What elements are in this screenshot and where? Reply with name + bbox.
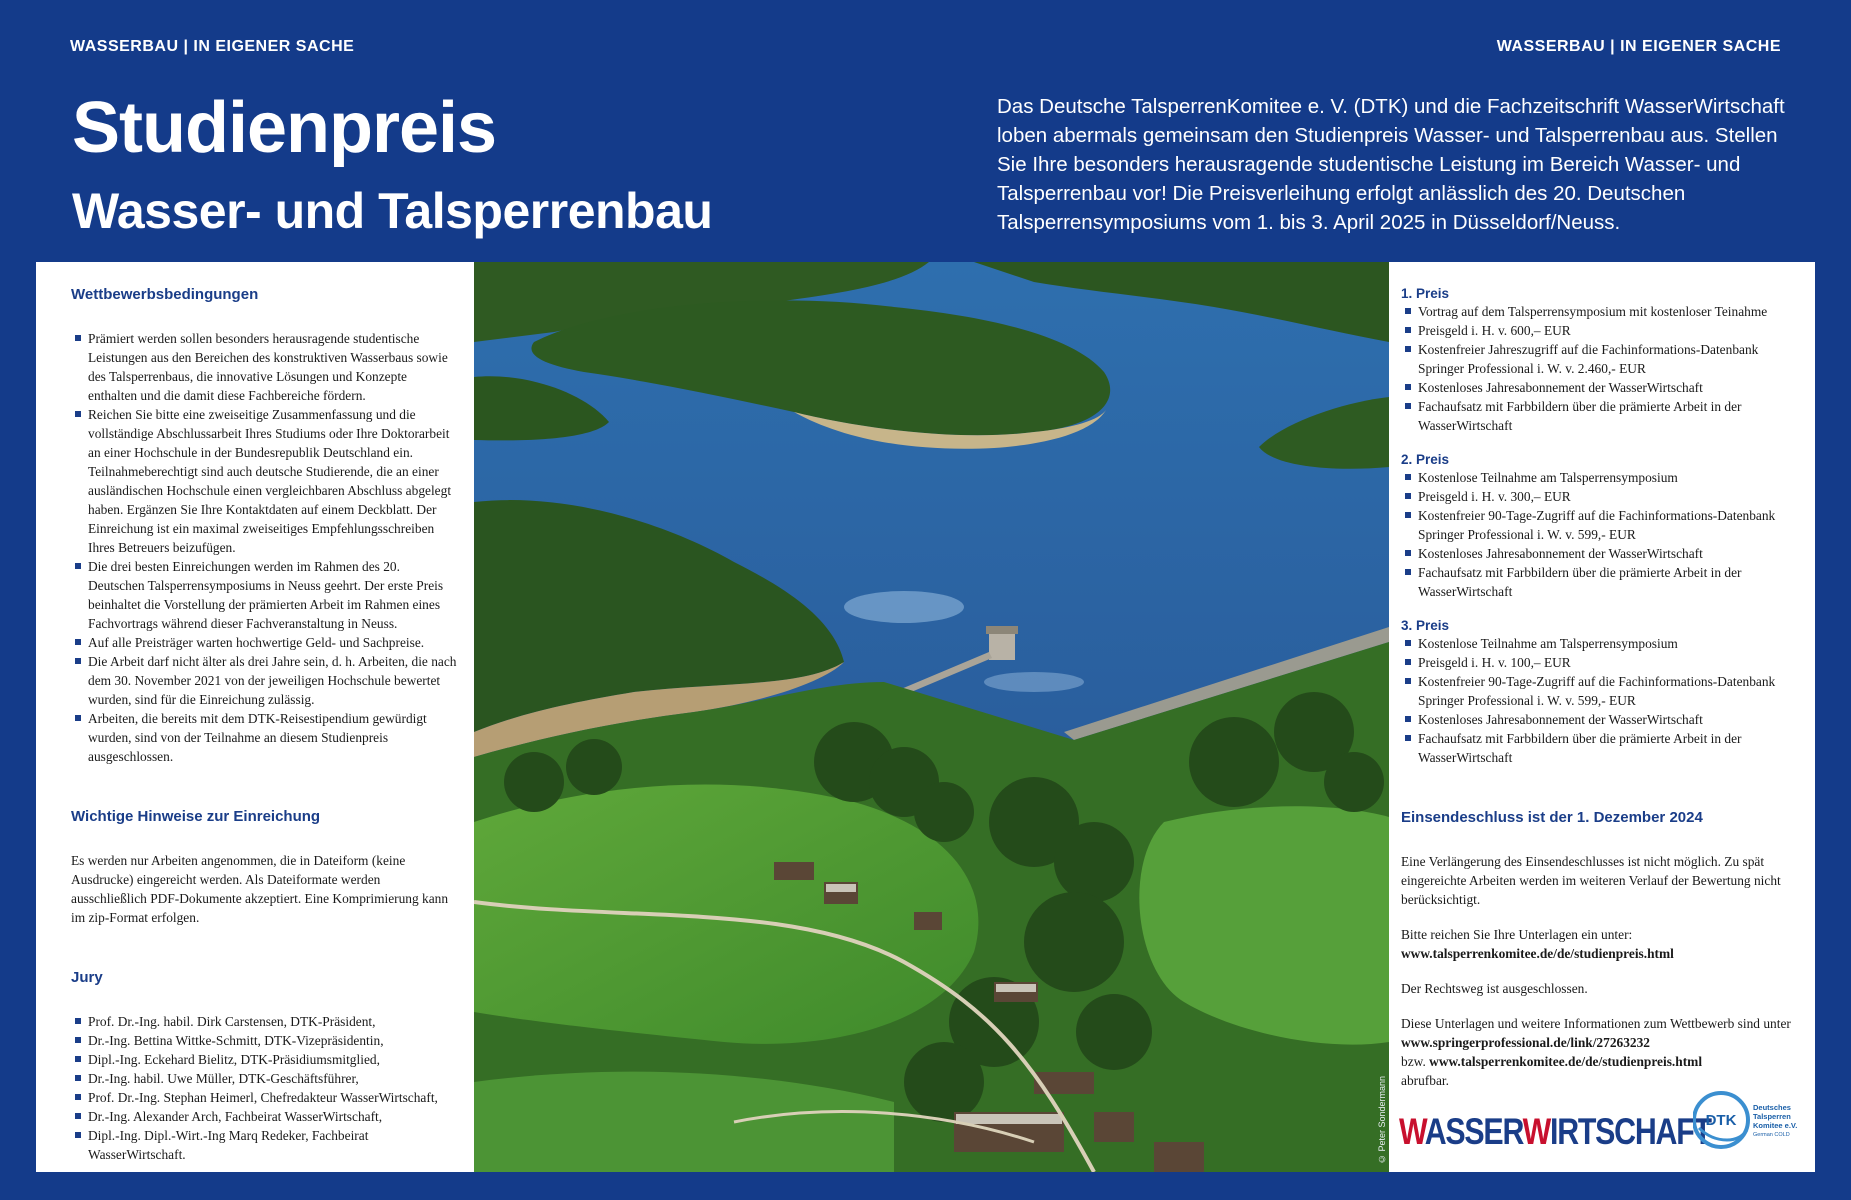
prize-1-heading: 1. Preis bbox=[1401, 286, 1450, 301]
dtk-logo bbox=[1693, 1088, 1805, 1152]
prize-3-list bbox=[1401, 634, 1799, 767]
list-item: Fachaufsatz mit Farbbildern über die prämierte Arbeit in der WasserWirtschaft bbox=[1401, 397, 1799, 435]
list-item: Dr.-Ing. Alexander Arch, Fachbeirat WasserWirtschaft, bbox=[71, 1107, 458, 1126]
list-item: Die drei besten Einreichungen werden im Rahmen des 20. Deutschen Talsperrensymposiums in Neuss geehrt. Der erste Preis beinhaltet die Vorstellung der prämierten Arbeit im Rahmen eines Fachvortrags während dieser Fachveranstaltung in Neuss. bbox=[71, 557, 458, 633]
legal-note: Der Rechtsweg ist ausgeschlossen. bbox=[1401, 981, 1588, 996]
list-item: Kostenfreier 90-Tage-Zugriff auf die Fachinformations-Datenbank Springer Professional i. W. v. 599,- EUR bbox=[1401, 672, 1799, 710]
list-item: Fachaufsatz mit Farbbildern über die prämierte Arbeit in der WasserWirtschaft bbox=[1401, 729, 1799, 767]
list-item: Kostenloses Jahresabonnement der WasserWirtschaft bbox=[1401, 378, 1799, 397]
springer-link[interactable]: www.springerprofessional.de/link/27263232 bbox=[1401, 1035, 1650, 1050]
section-kicker-right: WASSERBAU | IN EIGENER SACHE bbox=[1496, 38, 1781, 55]
info-suffix: abrufbar. bbox=[1401, 1073, 1449, 1088]
intro-text: Das Deutsche TalsperrenKomitee e. V. (DTK) und die Fachzeitschrift WasserWirtschaft loben abermals gemeinsam den Studienpreis Wasser- und Talsperrenbau aus. Stellen Sie Ihre besonders herausragende studentische Leistung im Bereich Wasser- und Talsperrenbau vor! Die Preisverleihung erfolgt anlässlich des 20. Deutschen Talsperrensymposiums vom 1. bis 3. April 2025 in Düsseldorf/Neuss. bbox=[997, 95, 1785, 234]
dtk-line-3: Komitee e.V. bbox=[1753, 1121, 1798, 1130]
list-item: Kostenlose Teilnahme am Talsperrensymposium bbox=[1401, 634, 1799, 653]
wasserwirtschaft-logo: WASSERWIRTSCHAFT bbox=[1399, 1111, 1711, 1152]
info-prefix: Diese Unterlagen und weitere Informationen zum Wettbewerb sind unter bbox=[1401, 1016, 1791, 1031]
list-item: Prämiert werden sollen besonders herausragende studentische Leistungen aus den Bereichen des konstruktiven Wasserbaus sowie des Talsperrenbaus, die innovative Lösungen und Konzepte enthalten und die damit diese Fachbereiche fördern. bbox=[71, 329, 458, 405]
list-item: Preisgeld i. H. v. 100,– EUR bbox=[1401, 653, 1799, 672]
list-item: Auf alle Preisträger warten hochwertige Geld- und Sachpreise. bbox=[71, 633, 458, 652]
deadline-heading: Einsendeschluss ist der 1. Dezember 2024 bbox=[1401, 809, 1703, 826]
list-item: Reichen Sie bitte eine zweiseitige Zusammenfassung und die vollständige Abschlussarbeit Ihres Studiums oder Ihre Doktorarbeit an einer Hochschule in der Bundesrepublik Deutschland ein. Teilnahmeberechtigt sind auch deutsche Studierende, die an einer ausländischen Hochschule einen vergleichbaren Abschluss abgelegt haben. Ergänzen Sie Ihre Kontaktdaten auf einem Deckblatt. Der Einreichung ist ein maximal zweiseitiges Empfehlungsschreiben Ihres Betreuers beizufügen. bbox=[71, 405, 458, 557]
prize-3-heading: 3. Preis bbox=[1401, 618, 1450, 633]
list-item: Preisgeld i. H. v. 300,– EUR bbox=[1401, 487, 1799, 506]
list-item: Prof. Dr.-Ing. Stephan Heimerl, Chefredakteur WasserWirtschaft, bbox=[71, 1088, 458, 1107]
reservoir-illustration bbox=[474, 262, 1389, 1172]
photo-credit: © Peter Sondermann bbox=[1377, 1075, 1387, 1164]
conditions-list bbox=[71, 329, 458, 766]
info-text bbox=[1401, 1014, 1799, 1090]
dtk-line-4: German COLD bbox=[1753, 1132, 1790, 1138]
prize-1-list bbox=[1401, 302, 1799, 435]
list-item: Arbeiten, die bereits mit dem DTK-Reisestipendium gewürdigt wurden, sind von der Teilnahme an diesem Studienpreis ausgeschlossen. bbox=[71, 709, 458, 766]
list-item: Kostenfreier 90-Tage-Zugriff auf die Fachinformations-Datenbank Springer Professional i. W. v. 599,- EUR bbox=[1401, 506, 1799, 544]
notes-heading: Wichtige Hinweise zur Einreichung bbox=[71, 808, 321, 825]
dtk-abbrev: DTK bbox=[1705, 1112, 1737, 1129]
list-item: Kostenloses Jahresabonnement der WasserWirtschaft bbox=[1401, 710, 1799, 729]
list-item: Die Arbeit darf nicht älter als drei Jahre sein, d. h. Arbeiten, die nach dem 30. November 2021 von der jeweiligen Hochschule bewertet wurden, sind für die Einreichung zulässig. bbox=[71, 652, 458, 709]
list-item: Dipl.-Ing. Eckehard Bielitz, DTK-Präsidiumsmitglied, bbox=[71, 1050, 458, 1069]
list-item: Preisgeld i. H. v. 600,– EUR bbox=[1401, 321, 1799, 340]
conditions-heading: Wettbewerbsbedingungen bbox=[71, 286, 259, 303]
dtk-line-2: Talsperren bbox=[1753, 1112, 1791, 1121]
prize-2-heading: 2. Preis bbox=[1401, 452, 1450, 467]
list-item: Fachaufsatz mit Farbbildern über die prämierte Arbeit in der WasserWirtschaft bbox=[1401, 563, 1799, 601]
list-item: Kostenlose Teilnahme am Talsperrensymposium bbox=[1401, 468, 1799, 487]
jury-heading: Jury bbox=[71, 969, 103, 986]
list-item: Dipl.-Ing. Dipl.-Wirt.-Ing Marq Redeker, Fachbeirat WasserWirtschaft. bbox=[71, 1126, 458, 1164]
dtk-line-1: Deutsches bbox=[1753, 1103, 1791, 1112]
deadline-text: Eine Verlängerung des Einsendeschlusses ist nicht möglich. Zu spät eingereichte Arbeiten werden im weiteren Verlauf der Bewertung nicht berücksichtigt. bbox=[1401, 854, 1781, 907]
page-title: Studienpreis bbox=[72, 88, 497, 168]
right-panel bbox=[1389, 262, 1815, 1172]
list-item: Vortrag auf dem Talsperrensymposium mit kostenloser Teinahme bbox=[1401, 302, 1799, 321]
list-item: Dr.-Ing. Bettina Wittke-Schmitt, DTK-Vizepräsidentin, bbox=[71, 1031, 458, 1050]
submit-link[interactable]: www.talsperrenkomitee.de/de/studienpreis.html bbox=[1401, 946, 1674, 961]
section-kicker-left: WASSERBAU | IN EIGENER SACHE bbox=[70, 38, 355, 55]
list-item: Kostenloses Jahresabonnement der WasserWirtschaft bbox=[1401, 544, 1799, 563]
logo-row bbox=[1399, 1088, 1805, 1152]
dtk-link[interactable]: www.talsperrenkomitee.de/de/studienpreis.html bbox=[1429, 1054, 1703, 1069]
list-item: Kostenfreier Jahreszugriff auf die Fachinformations-Datenbank Springer Professional i. W. v. 2.460,- EUR bbox=[1401, 340, 1799, 378]
page-subtitle: Wasser- und Talsperrenbau bbox=[72, 183, 713, 239]
submit-intro: Bitte reichen Sie Ihre Unterlagen ein unter: bbox=[1401, 927, 1633, 942]
prize-2-list bbox=[1401, 468, 1799, 601]
reservoir-aerial-photo bbox=[474, 262, 1389, 1172]
left-panel bbox=[36, 262, 474, 1172]
notes-text: Es werden nur Arbeiten angenommen, die in Dateiform (keine Ausdrucke) eingereicht werden. Als Dateiformate werden ausschließlich PDF-Dokumente akzeptiert. Eine Komprimierung kann im zip-Format erfolgen. bbox=[71, 853, 449, 925]
jury-list bbox=[71, 1012, 458, 1164]
list-item: Dr.-Ing. habil. Uwe Müller, DTK-Geschäftsführer, bbox=[71, 1069, 458, 1088]
list-item: Prof. Dr.-Ing. habil. Dirk Carstensen, DTK-Präsident, bbox=[71, 1012, 458, 1031]
info-mid: bzw. bbox=[1401, 1054, 1426, 1069]
